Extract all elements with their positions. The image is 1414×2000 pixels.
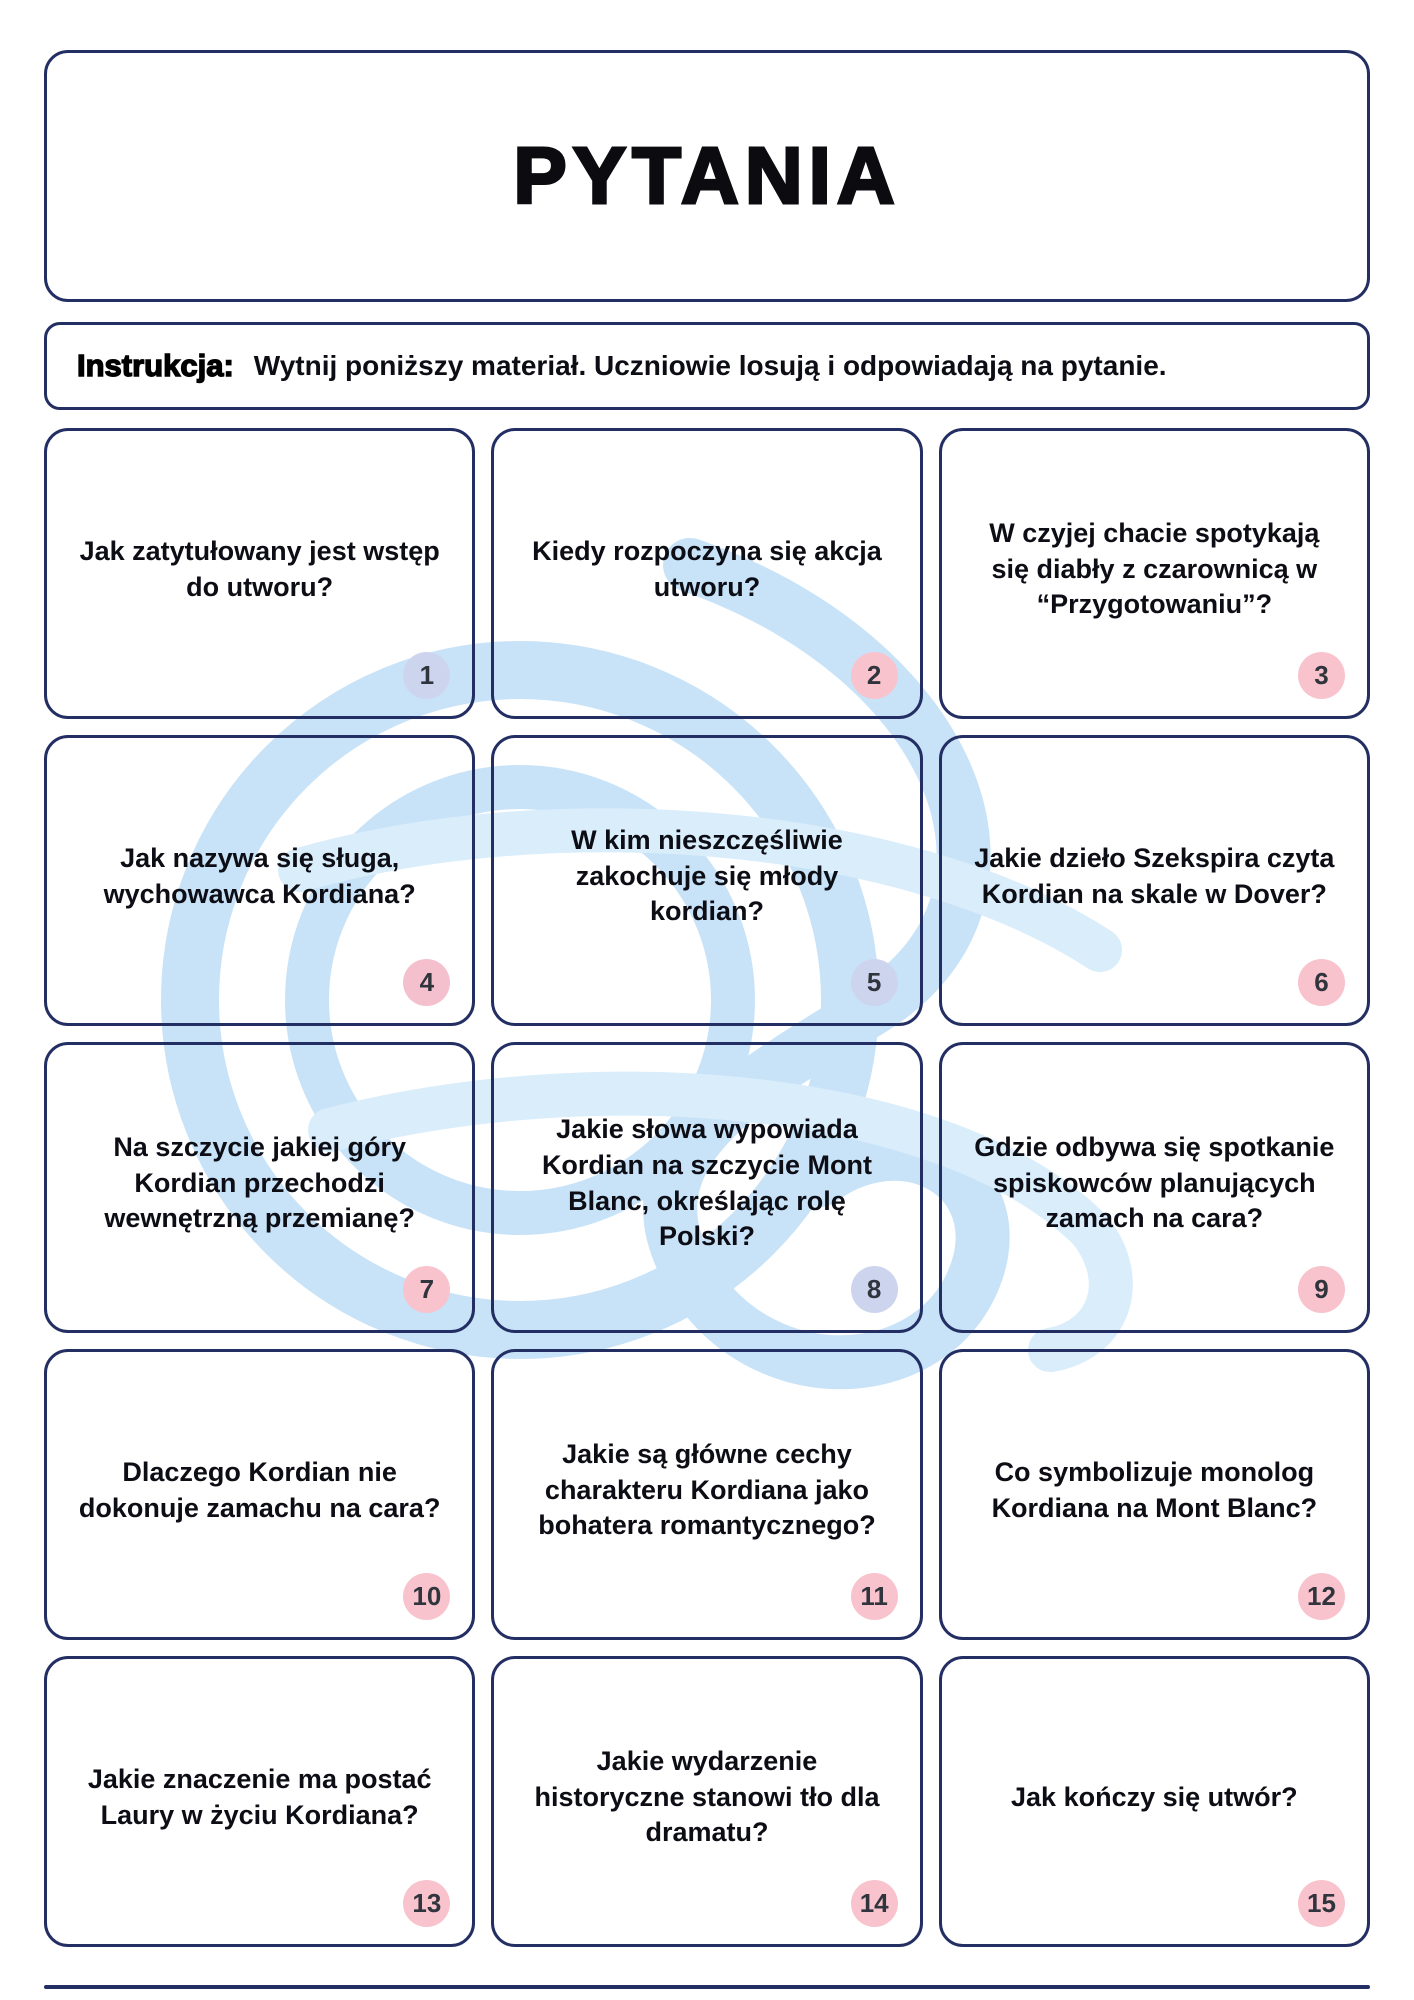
question-card [939,1349,1370,1640]
card-number-badge: 9 [1298,1266,1345,1313]
card-number-badge: 8 [851,1266,898,1313]
question-text: Jak zatytułowany jest wstęp do utworu? [79,535,440,602]
instruction-label: Instrukcja: [77,348,234,383]
title-box [44,50,1370,302]
question-card [939,428,1370,719]
card-number-badge: 5 [851,959,898,1006]
question-card [939,1656,1370,1947]
question-card [491,1042,922,1333]
card-number-badge: 4 [403,959,450,1006]
instruction-text: Wytnij poniższy materiał. Uczniowie losują i odpowiadają na pytanie. [253,350,1167,381]
question-grid [44,428,1370,1947]
card-number-badge: 10 [403,1573,450,1620]
question-card [939,1042,1370,1333]
question-text: Co symbolizuje monolog Kordiana na Mont Blanc? [991,1456,1318,1523]
question-text: Dlaczego Kordian nie dokonuje zamachu na cara? [78,1456,441,1523]
question-card [491,428,922,719]
question-text: W kim nieszczęśliwie zakochuje się młody kordian? [571,825,843,927]
question-card [44,1656,475,1947]
card-number-badge: 7 [403,1266,450,1313]
question-text: Jak nazywa się sługa, wychowawca Kordiana? [103,842,416,909]
question-text: Jakie dzieło Szekspira czyta Kordian na skale w Dover? [974,842,1335,909]
card-number-badge: 15 [1298,1880,1345,1927]
instruction-box [44,322,1370,410]
card-number-badge: 3 [1298,652,1345,699]
question-card [491,735,922,1026]
question-card [939,735,1370,1026]
card-number-badge: 11 [851,1573,898,1620]
question-text: Jakie znaczenie ma postać Laury w życiu Kordiana? [87,1763,432,1830]
card-number-badge: 13 [403,1880,450,1927]
card-number-badge: 14 [851,1880,898,1927]
question-text: Jak kończy się utwór? [1011,1781,1298,1812]
question-card [44,735,475,1026]
question-card [491,1656,922,1947]
question-text: Na szczycie jakiej góry Kordian przechodzi wewnętrzną przemianę? [104,1132,415,1234]
question-text: Jakie słowa wypowiada Kordian na szczycie Mont Blanc, określając rolę Polski? [541,1114,873,1252]
card-number-badge: 1 [403,652,450,699]
question-card [44,1042,475,1333]
card-number-badge: 6 [1298,959,1345,1006]
card-number-badge: 12 [1298,1573,1345,1620]
question-text: W czyjej chacie spotykają się diabły z czarownicą w “Przygotowaniu”? [989,518,1320,620]
card-number-badge: 2 [851,652,898,699]
page-bottom-divider [44,1985,1370,1989]
question-card [44,428,475,719]
page-title: PYTANIA [513,131,901,220]
question-text: Jakie są główne cechy charakteru Kordiana jako bohatera romantycznego? [538,1439,876,1541]
question-card [491,1349,922,1640]
question-text: Jakie wydarzenie historyczne stanowi tło dla dramatu? [534,1746,880,1848]
question-text: Gdzie odbywa się spotkanie spiskowców planujących zamach na cara? [974,1132,1335,1234]
question-card [44,1349,475,1640]
question-text: Kiedy rozpoczyna się akcja utworu? [532,535,882,602]
